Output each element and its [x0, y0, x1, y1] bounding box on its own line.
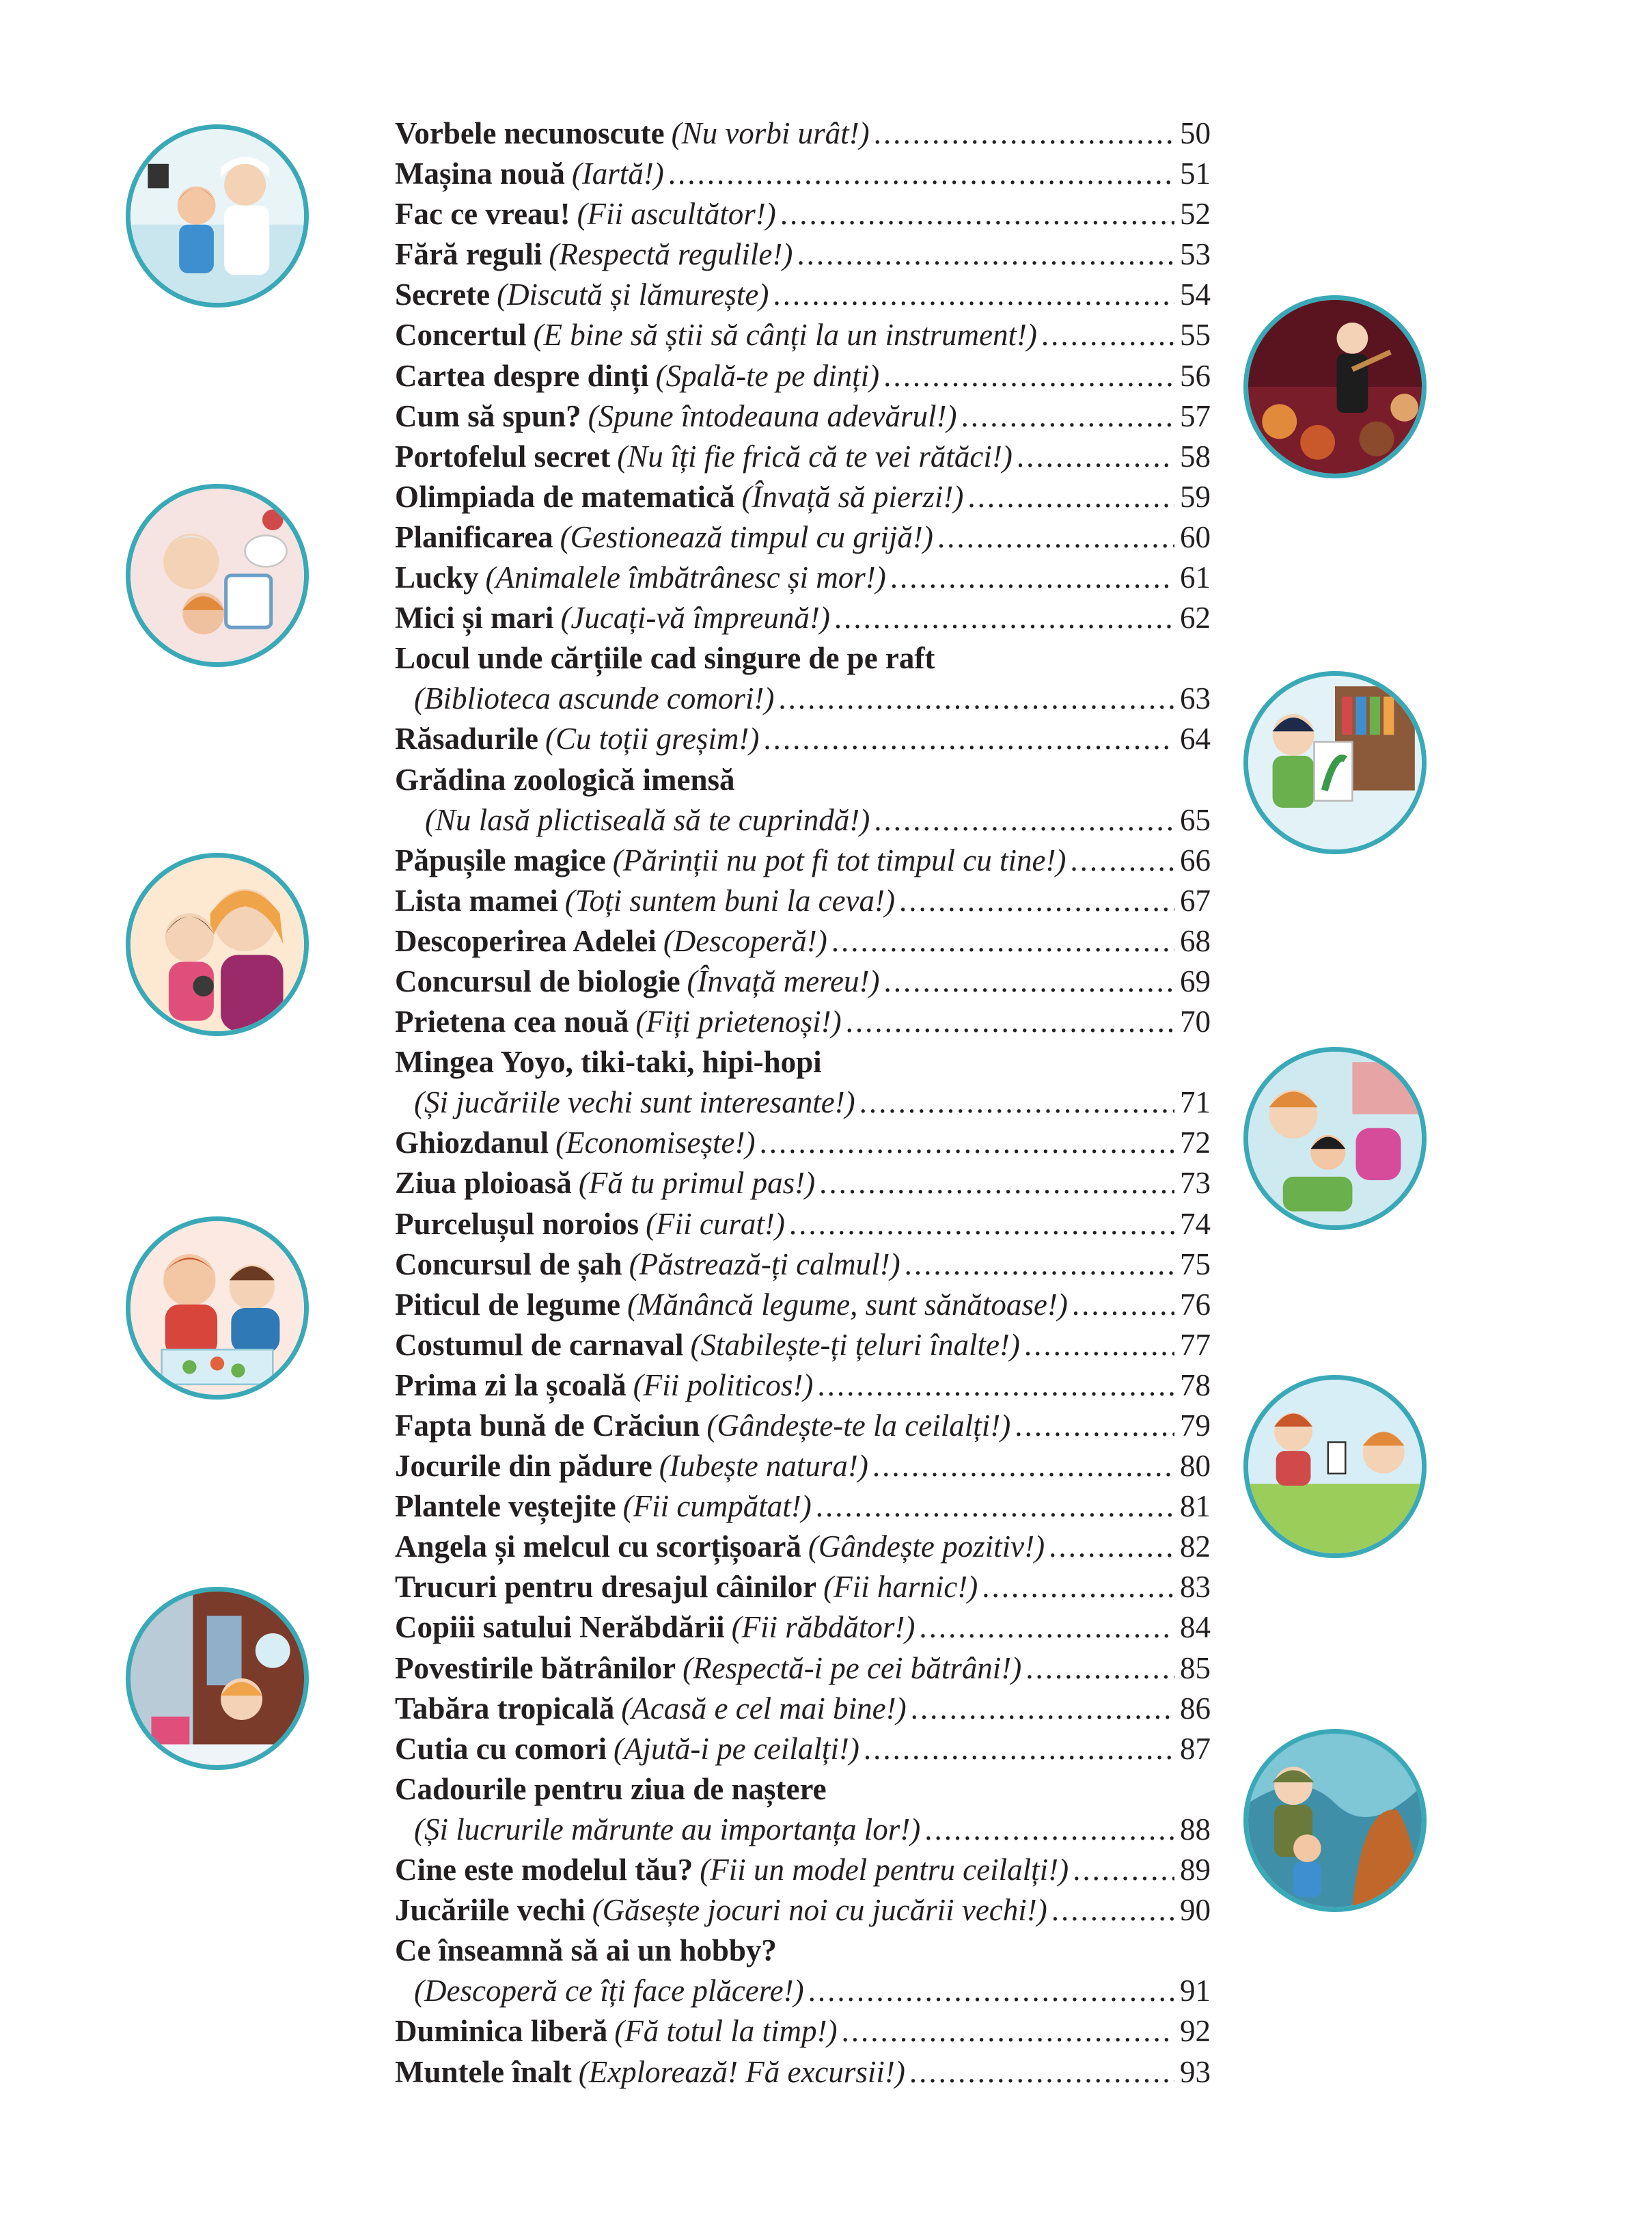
toc-entry-subtitle: (Cu toții greșim!) — [545, 722, 760, 756]
toc-entry-page: 87 — [1180, 1731, 1211, 1766]
toc-entry-subtitle: (Fii ascultător!) — [577, 197, 776, 232]
toc-entry-title: Cadourile pentru ziua de naștere — [395, 1771, 827, 1806]
toc-entry-page: 83 — [1180, 1570, 1211, 1605]
toc-entry-subtitle: (Fă tu primul pas!) — [578, 1166, 816, 1201]
toc-entry-title: Ziua ploioasă — [395, 1166, 572, 1201]
dot-leader — [1073, 1850, 1174, 1890]
dot-leader — [763, 719, 1174, 759]
dot-leader — [780, 194, 1174, 234]
toc-entry-subtitle: (Respectă-i pe cei bătrâni!) — [683, 1650, 1022, 1685]
toc-entry-title: Cum să spun? — [395, 398, 581, 433]
toc-entry-title: Prietena cea nouă — [395, 1005, 629, 1039]
toc-entry[interactable] — [395, 962, 1211, 1002]
toc-entry-subtitle: (Economisește!) — [555, 1126, 756, 1160]
toc-entry[interactable] — [395, 921, 1211, 962]
dot-leader — [919, 1607, 1174, 1648]
toc-entry[interactable] — [395, 1890, 1211, 1931]
toc-entry-subtitle: (Jucați-vă împreună!) — [560, 601, 830, 636]
dot-leader — [846, 1002, 1174, 1042]
toc-entry-page: 65 — [1180, 802, 1211, 837]
toc-entry-page: 76 — [1180, 1287, 1211, 1322]
toc-entry-subtitle: (Nu vorbi urât!) — [671, 116, 870, 150]
toc-entry-page: 61 — [1180, 560, 1211, 595]
dot-leader — [967, 477, 1174, 517]
doctor-child-illustration — [126, 124, 309, 308]
toc-entry-title: Olimpiada de matematică — [395, 479, 735, 514]
toc-entry-page: 75 — [1180, 1246, 1211, 1281]
toc-entry[interactable] — [395, 396, 1211, 437]
toc-entry-title: Concursul de biologie — [395, 964, 680, 998]
dot-leader — [797, 234, 1174, 275]
toc-entry-title: Duminica liberă — [395, 2014, 608, 2049]
toc-entry-page: 69 — [1180, 964, 1211, 998]
toc-entry-subtitle: (Gândește-te la ceilalți!) — [706, 1408, 1011, 1443]
toc-entry-title: Vorbele necunoscute — [395, 116, 665, 150]
dot-leader — [884, 962, 1175, 1002]
dot-leader — [1070, 841, 1174, 881]
toc-entry-title: Ce înseamnă să ai un hobby? — [395, 1933, 777, 1968]
toc-entry-title: Concertul — [395, 318, 527, 353]
toc-entry[interactable] — [395, 1648, 1211, 1689]
toc-entry-subtitle: (Acasă e cel mai bine!) — [621, 1691, 907, 1726]
toc-entry-subtitle: (Părinții nu pot fi tot timpul cu tine!) — [612, 843, 1066, 877]
toc-entry[interactable] — [395, 800, 1211, 841]
toc-entry-subtitle: (Nu îți fie frică că te vei rătăci!) — [617, 439, 1013, 474]
toc-entry-title: Lucky — [395, 560, 479, 595]
toc-entry[interactable] — [395, 719, 1211, 759]
dot-leader — [872, 1446, 1174, 1486]
toc-entry-title: Secrete — [395, 277, 491, 312]
toc-entry-title: Fac ce vreau! — [395, 197, 570, 232]
toc-entry-subtitle: (Și lucrurile mărunte au importanța lor!) — [414, 1812, 921, 1846]
toc-entry-title: Locul unde cărțiile cad singure de pe raft — [395, 641, 935, 676]
dot-leader — [982, 1567, 1174, 1607]
toc-entry-page: 54 — [1180, 277, 1211, 312]
dot-leader — [1015, 1406, 1174, 1446]
toc-entry-page: 62 — [1180, 601, 1211, 636]
toc-entry-subtitle: (Păstrează-ți calmul!) — [629, 1246, 900, 1281]
toc-entry-title: Cartea despre dinți — [395, 358, 649, 393]
toc-entry-page: 71 — [1180, 1085, 1211, 1120]
toc-entry-subtitle: (Explorează! Fă excursii!) — [578, 2054, 905, 2089]
dot-leader — [1041, 315, 1174, 355]
toc-entry-page: 70 — [1180, 1005, 1211, 1039]
toc-entry-page: 78 — [1180, 1367, 1211, 1402]
toc-entry-subtitle: (Fă totul la timp!) — [614, 2014, 838, 2049]
toc-entry-subtitle: (Fii cumpătat!) — [622, 1489, 812, 1524]
toc-entry-subtitle: (Descoperă!) — [663, 923, 827, 958]
toc-entry[interactable] — [395, 113, 1211, 154]
dot-leader — [1025, 1648, 1174, 1689]
toc-entry-title: Răsadurile — [395, 722, 539, 756]
toc-entry-page: 63 — [1180, 681, 1211, 716]
toc-entry-title: Concursul de șah — [395, 1246, 622, 1281]
sick-child-bed-illustration — [1243, 1375, 1427, 1558]
toc-entry-title: Grădina zoologică imensă — [395, 762, 735, 797]
toc-entry[interactable] — [395, 1567, 1211, 1607]
dot-leader — [1072, 1285, 1174, 1325]
toc-entry-page: 64 — [1180, 722, 1211, 756]
dot-leader — [883, 356, 1174, 396]
dot-leader — [789, 1204, 1174, 1244]
toc-entry-subtitle: (Iubește natura!) — [659, 1449, 868, 1484]
toc-entry-subtitle: (E bine să știi să cânți la un instrument!) — [533, 318, 1037, 353]
toc-entry[interactable] — [395, 558, 1211, 598]
toc-entry-subtitle: (Nu lasă plictiseală să te cuprindă!) — [425, 802, 870, 837]
dot-leader — [864, 1729, 1174, 1769]
dot-leader — [778, 679, 1174, 719]
toc-entry-title: Jucăriile vechi — [395, 1893, 586, 1928]
toc-entry[interactable] — [395, 275, 1211, 315]
toc-entry-subtitle: (Fiți prietenoși!) — [635, 1005, 842, 1039]
toc-entry[interactable] — [395, 1002, 1211, 1042]
toc-entry[interactable] — [395, 1810, 1211, 1850]
toc-entry[interactable] — [395, 1607, 1211, 1648]
toc-entry-title: Lista mamei — [395, 883, 558, 918]
toc-entry-subtitle: (Și jucăriile vechi sunt interesante!) — [414, 1085, 855, 1120]
dot-leader — [1049, 1527, 1174, 1567]
toc-entry-title: Cutia cu comori — [395, 1731, 607, 1766]
toc-entry-subtitle: (Discută și lămurește) — [497, 277, 769, 312]
dot-leader — [841, 2011, 1174, 2051]
dot-leader — [899, 881, 1174, 921]
toc-entry-subtitle: (Stabilește-ți țeluri înalte!) — [690, 1327, 1020, 1362]
toc-entry-page: 50 — [1180, 116, 1211, 150]
toc-entry-subtitle: (Mănâncă legume, sunt sănătoase!) — [627, 1287, 1068, 1322]
toc-entry[interactable] — [395, 2011, 1211, 2051]
dot-leader — [924, 1810, 1174, 1850]
toc-entry-page: 53 — [1180, 237, 1211, 272]
toc-entry-subtitle: (Învață mereu!) — [687, 964, 880, 998]
toc-entry-page: 79 — [1180, 1408, 1211, 1443]
toc-entry-title: Fără reguli — [395, 237, 542, 272]
toc-entry-subtitle: (Descoperă ce îți face plăcere!) — [414, 1974, 804, 2008]
toc-entry[interactable] — [395, 315, 1211, 355]
school-backpack-illustration — [1243, 1047, 1427, 1230]
dot-leader — [834, 598, 1174, 638]
table-of-contents — [395, 113, 1211, 2092]
toc-entry[interactable] — [395, 1123, 1211, 1163]
toc-entry-subtitle: (Biblioteca ascunde comori!) — [414, 681, 775, 716]
toc-entry[interactable] — [395, 154, 1211, 194]
dot-leader — [874, 800, 1174, 841]
toc-entry[interactable] — [395, 1285, 1211, 1325]
toc-entry-subtitle: (Gestionează timpul cu grijă!) — [560, 519, 933, 554]
dot-leader — [937, 517, 1174, 558]
toc-entry-subtitle: (Fii răbdător!) — [731, 1610, 916, 1645]
toc-entry-page: 85 — [1180, 1650, 1211, 1685]
dot-leader — [1017, 437, 1174, 477]
toc-entry-subtitle: (Fii politicos!) — [633, 1367, 814, 1402]
toc-entry-title: Purcelușul noroios — [395, 1206, 639, 1241]
toc-entry-page: 86 — [1180, 1691, 1211, 1726]
toc-entry[interactable] — [395, 1850, 1211, 1890]
toc-entry-page: 55 — [1180, 318, 1211, 353]
dot-leader — [668, 154, 1174, 194]
dot-leader — [831, 921, 1174, 962]
toc-entry-subtitle: (Respectă regulile!) — [549, 237, 793, 272]
toc-entry-subtitle: (Toți suntem buni la ceva!) — [564, 883, 895, 918]
dot-leader — [819, 1163, 1174, 1203]
toc-entry-title: Fapta bună de Crăciun — [395, 1408, 700, 1443]
toc-entry-title: Trucuri pentru dresajul câinilor — [395, 1570, 817, 1605]
toc-entry-subtitle: (Iartă!) — [571, 156, 664, 191]
toc-entry[interactable] — [395, 1486, 1211, 1527]
toc-entry-title: Povestirile bătrânilor — [395, 1650, 676, 1685]
toc-entry-page: 93 — [1180, 2054, 1211, 2089]
toc-entry-title: Mașina nouă — [395, 156, 565, 191]
toc-entry-title: Portofelul secret — [395, 439, 611, 474]
toc-entry[interactable] — [395, 1204, 1211, 1244]
mother-daughter-doll-illustration — [126, 853, 309, 1036]
dot-leader — [1051, 1890, 1174, 1931]
toc-entry-title: Păpușile magice — [395, 843, 606, 877]
toc-entry[interactable] — [395, 598, 1211, 638]
cave-explorers-illustration — [1243, 1729, 1427, 1912]
toc-entry[interactable] — [395, 679, 1211, 719]
dot-leader — [909, 2052, 1174, 2092]
toc-entry-page: 52 — [1180, 197, 1211, 232]
toc-entry-subtitle: (Animalele îmbătrânesc și mor!) — [485, 560, 886, 595]
dot-leader — [759, 1123, 1174, 1163]
toc-entry-subtitle: (Fii harnic!) — [823, 1570, 978, 1605]
toc-entry-title: Mici și mari — [395, 601, 554, 636]
toc-entry-page: 68 — [1180, 923, 1211, 958]
toc-entry-page: 73 — [1180, 1166, 1211, 1201]
toc-entry[interactable] — [395, 1325, 1211, 1365]
toc-entry-subtitle: (Fii un model pentru ceilalți!) — [700, 1853, 1069, 1887]
toc-entry-subtitle: (Spune întodeauna adevărul!) — [588, 398, 957, 433]
toc-entry-page: 59 — [1180, 479, 1211, 514]
toc-entry[interactable] — [395, 194, 1211, 234]
toc-entry-page: 82 — [1180, 1529, 1211, 1564]
toc-entry[interactable] — [395, 841, 1211, 881]
toc-entry-title: Cine este modelul tău? — [395, 1853, 693, 1887]
toc-entry-subtitle: (Găsește jocuri noi cu jucării vechi!) — [592, 1893, 1047, 1928]
toc-entry[interactable] — [395, 1689, 1211, 1729]
toc-entry-page: 77 — [1180, 1327, 1211, 1362]
toc-entry-title: Descoperirea Adelei — [395, 923, 657, 958]
toc-entry-title: Copiii satului Nerăbdării — [395, 1610, 725, 1645]
toc-entry-page: 51 — [1180, 156, 1211, 191]
toc-entry-page: 58 — [1180, 439, 1211, 474]
toc-entry-subtitle: (Fii curat!) — [646, 1206, 785, 1241]
toc-entry[interactable] — [395, 2052, 1211, 2092]
toc-entry-page: 57 — [1180, 398, 1211, 433]
toc-entry-page: 67 — [1180, 883, 1211, 918]
toc-entry[interactable] — [395, 1971, 1211, 2011]
toc-entry-title: Jocurile din pădure — [395, 1449, 652, 1484]
toc-entry[interactable] — [395, 356, 1211, 396]
toc-entry[interactable] — [395, 1163, 1211, 1203]
dot-leader — [905, 1244, 1174, 1285]
dot-leader — [961, 396, 1175, 437]
toc-entry-title: Tabăra tropicală — [395, 1691, 615, 1726]
toc-entry-title: Piticul de legume — [395, 1287, 620, 1322]
toc-entry-page: 91 — [1180, 1974, 1211, 2008]
toc-entry[interactable] — [395, 881, 1211, 921]
toc-entry[interactable] — [395, 477, 1211, 517]
toc-entry-page: 89 — [1180, 1853, 1211, 1887]
toc-entry-page: 56 — [1180, 358, 1211, 393]
toc-entry[interactable] — [395, 1244, 1211, 1285]
toc-entry-subtitle: (Spală-te pe dinți) — [655, 358, 880, 393]
toc-entry-title: Planificarea — [395, 519, 553, 554]
toc-entry-page: 80 — [1180, 1449, 1211, 1484]
toc-entry-subtitle: (Ajută-i pe ceilalți!) — [613, 1731, 859, 1766]
toc-entry-page: 88 — [1180, 1812, 1211, 1846]
toc-entry-page: 90 — [1180, 1893, 1211, 1928]
toc-entry[interactable] — [395, 1082, 1211, 1123]
toc-entry-title: Plantele veștejite — [395, 1489, 616, 1524]
christmas-window-illustration — [126, 1587, 309, 1770]
toc-entry-title: Mingea Yoyo, tiki-taki, hipi-hopi — [395, 1045, 822, 1080]
dot-leader — [773, 275, 1174, 315]
dot-leader — [890, 558, 1174, 598]
toc-entry[interactable] — [395, 234, 1211, 275]
toc-entry-title: Costumul de carnaval — [395, 1327, 684, 1362]
toc-entry-title: Muntele înalt — [395, 2054, 572, 2089]
dot-leader — [808, 1971, 1174, 2011]
dot-leader — [859, 1082, 1174, 1123]
dot-leader — [1024, 1325, 1174, 1365]
toc-entry[interactable] — [395, 1365, 1211, 1406]
toc-entry-page: 72 — [1180, 1126, 1211, 1160]
toc-entry-page: 74 — [1180, 1206, 1211, 1241]
dot-leader — [816, 1486, 1174, 1527]
toc-entry-subtitle: (Învață să pierzi!) — [741, 479, 964, 514]
dot-leader — [874, 113, 1174, 154]
toc-entry-page: 92 — [1180, 2014, 1211, 2049]
cooking-vegetables-illustration — [126, 1216, 309, 1400]
toc-entry-page: 66 — [1180, 843, 1211, 877]
toc-entry[interactable] — [395, 1406, 1211, 1446]
toc-entry[interactable] — [395, 437, 1211, 477]
grandparent-dentist-illustration — [126, 484, 309, 667]
toc-entry[interactable] — [395, 517, 1211, 558]
toc-entry-subtitle: (Gândește pozitiv!) — [808, 1529, 1045, 1564]
toc-entry-title: Ghiozdanul — [395, 1126, 549, 1160]
violin-concert-illustration — [1243, 295, 1427, 478]
toc-entry[interactable] — [395, 1527, 1211, 1567]
toc-entry-title: Prima zi la școală — [395, 1367, 627, 1402]
library-dinosaur-book-illustration — [1243, 671, 1427, 854]
dot-leader — [817, 1365, 1174, 1406]
toc-entry-page: 81 — [1180, 1489, 1211, 1524]
dot-leader — [911, 1689, 1174, 1729]
toc-entry[interactable] — [395, 1446, 1211, 1486]
toc-entry-page: 60 — [1180, 519, 1211, 554]
toc-entry-page: 84 — [1180, 1610, 1211, 1645]
toc-entry-title: Angela și melcul cu scorțișoară — [395, 1529, 801, 1564]
toc-entry[interactable] — [395, 1729, 1211, 1769]
